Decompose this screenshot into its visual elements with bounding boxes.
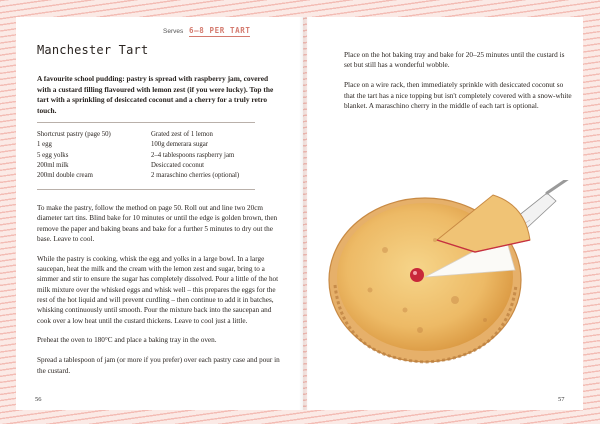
book-gutter <box>299 17 309 410</box>
recipe-intro: A favourite school pudding: pastry is spread with raspberry jam, covered with a custard filling flavoured with lemon zest (if you were lucky). Top the tart with a sprinkling of desiccated coconut and a cherry for a truly retro touch. <box>37 74 274 115</box>
method-paragraph: To make the pastry, follow the method on page 50. Roll out and line two 20cm diameter tart tins. Blind bake for 10 minutes or until the edge is golden brown, then remove the paper and baking beans and bake for a further 5 minutes to dry out the base. Leave to cool. <box>37 204 278 243</box>
tart-illustration <box>325 180 575 380</box>
method-paragraph: While the pastry is cooking, whisk the egg and yolks in a large bowl. In a large saucepan, heat the milk and the cream with the lemon zest and sugar, bring to a simmer and stir to ensure the sugar has completely dissolved. Pour a little of the hot milk mixture over the whisked eggs and whisk well – this prepares the eggs for the rest of the hot liquid and will prevent curdling – then continue to add it in batches, whisking continuously until smooth. Pour the mixture back into the saucepan and cook over a low heat until the custard thickens. Leave to cool just a little. <box>37 254 279 325</box>
ingredient-item: 5 egg yolks <box>37 151 69 159</box>
method-paragraph: Place on the hot baking tray and bake for 20–25 minutes until the custard is set but still has a wonderful wobble. <box>344 50 565 70</box>
divider-bottom <box>37 189 255 190</box>
serves-line <box>163 26 250 35</box>
method-paragraph: Place on a wire rack, then immediately sprinkle with desiccated coconut so that the tart has a nice topping but isn't completely covered with a snow-white blanket. A maraschino cherry in the middle of each tart is optional. <box>344 80 572 110</box>
ingredient-item: 2–4 tablespoons raspberry jam <box>151 151 235 159</box>
page-number-right: 57 <box>558 396 565 403</box>
ingredient-item: 200ml milk <box>37 161 69 169</box>
serves-label: Serves <box>163 28 184 35</box>
ingredients-column-2 <box>151 130 239 181</box>
ingredient-item: 100g demerara sugar <box>151 141 208 149</box>
ingredient-item: 2 maraschino cherries (optional) <box>151 172 240 180</box>
serves-value: 6–8 PER TART <box>189 26 251 35</box>
ingredient-item: 1 egg <box>37 141 52 149</box>
ingredient-item: Desiccated coconut <box>151 161 205 169</box>
tart-icon <box>329 195 530 362</box>
method-paragraph: Preheat the oven to 180°C and place a baking tray in the oven. <box>37 336 217 345</box>
ingredient-item: 200ml double cream <box>37 172 93 180</box>
page-number-left: 56 <box>35 396 42 403</box>
ingredient-item: Shortcrust pastry (page 50) <box>37 131 111 138</box>
method-right <box>344 50 574 121</box>
ingredient-item: Grated zest of 1 lemon <box>151 131 213 138</box>
method-paragraph: Spread a tablespoon of jam (or more if you prefer) over each pastry case and pour in the custard. <box>37 356 280 375</box>
divider-top <box>37 122 255 123</box>
recipe-title: Manchester Tart <box>37 43 149 57</box>
method-left <box>37 203 283 386</box>
ingredients-column-1 <box>37 130 111 181</box>
